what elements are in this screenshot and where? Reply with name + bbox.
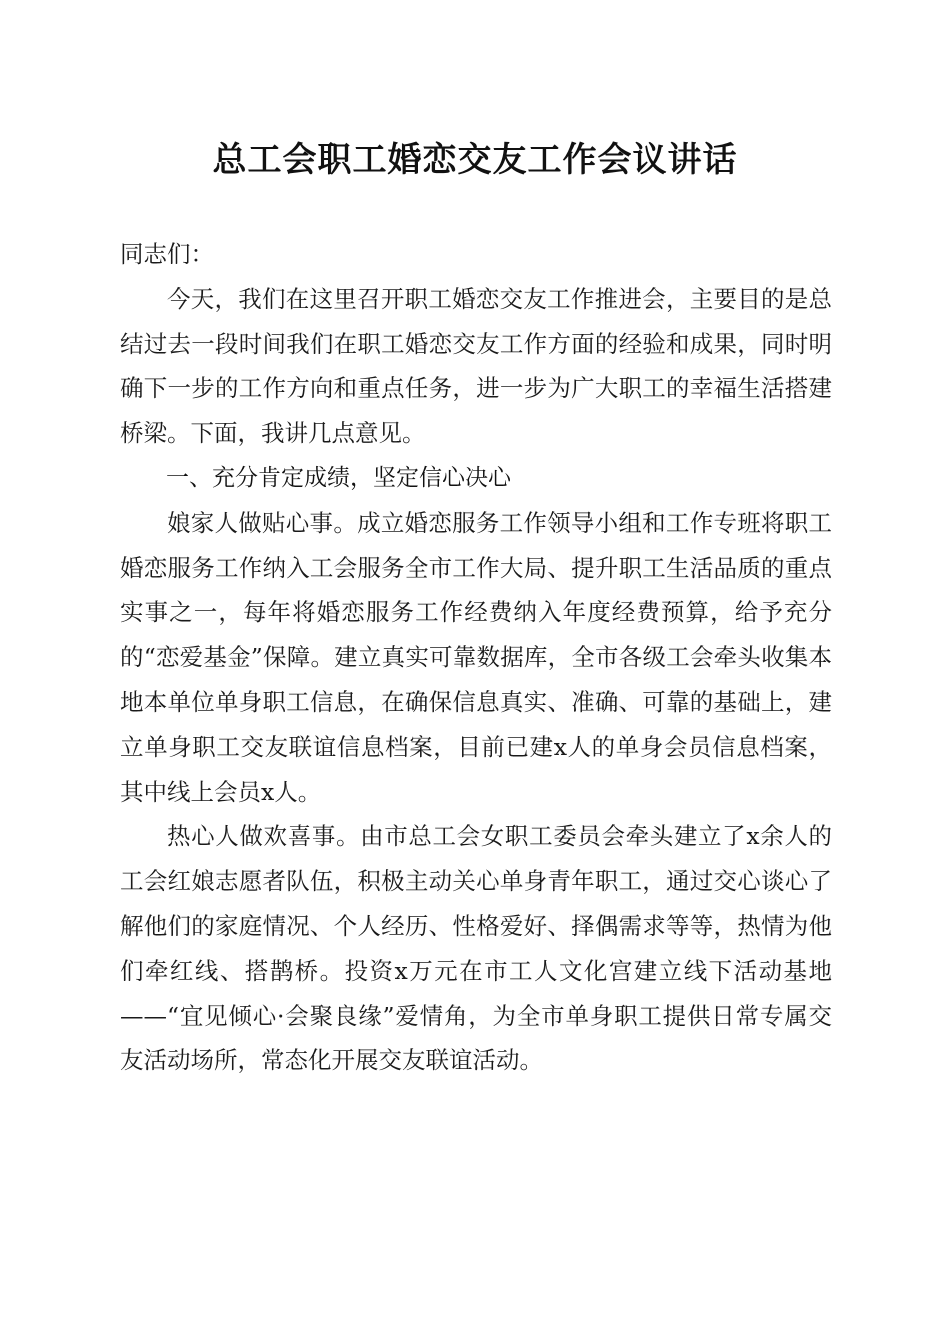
body-paragraph: 热心人做欢喜事。由市总工会女职工委员会牵头建立了x余人的工会红娘志愿者队伍，积极主动关心单身青年职工，通过交心谈心了解他们的家庭情况、个人经历、性格爱好、择偶需求等等，热情为他们牵红线、搭鹊桥。投资x万元在市工人文化宫建立线下活动基地——“宜见倾心·会聚良缘”爱情角，为全市单身职工提供日常专属交友活动场所，常态化开展交友联谊活动。 [120,822,832,1075]
section-heading: 一、充分肯定成绩，坚定信心决心 [166,464,511,491]
salutation: 同志们： [120,240,214,268]
intro-paragraph: 今天，我们在这里召开职工婚恋交友工作推进会，主要目的是总结过去一段时间我们在职工婚恋交友工作方面的经验和成果，同时明确下一步的工作方向和重点任务，进一步为广大职工的幸福生活搭建桥梁。下面，我讲几点意见。 [120,284,832,448]
document-body [120,232,832,1083]
document-title: 总工会职工婚恋交友工作会议讲话 [212,140,738,180]
body-paragraph: 娘家人做贴心事。成立婚恋服务工作领导小组和工作专班将职工婚恋服务工作纳入工会服务全市工作大局、提升职工生活品质的重点实事之一，每年将婚恋服务工作经费纳入年度经费预算，给予充分的“恋爱基金”保障。建立真实可靠数据库，全市各级工会牵头收集本地本单位单身职工信息，在确保信息真实、准确、可靠的基础上，建立单身职工交友联谊信息档案，目前已建x人的单身会员信息档案，其中线上会员x人。 [120,508,832,806]
